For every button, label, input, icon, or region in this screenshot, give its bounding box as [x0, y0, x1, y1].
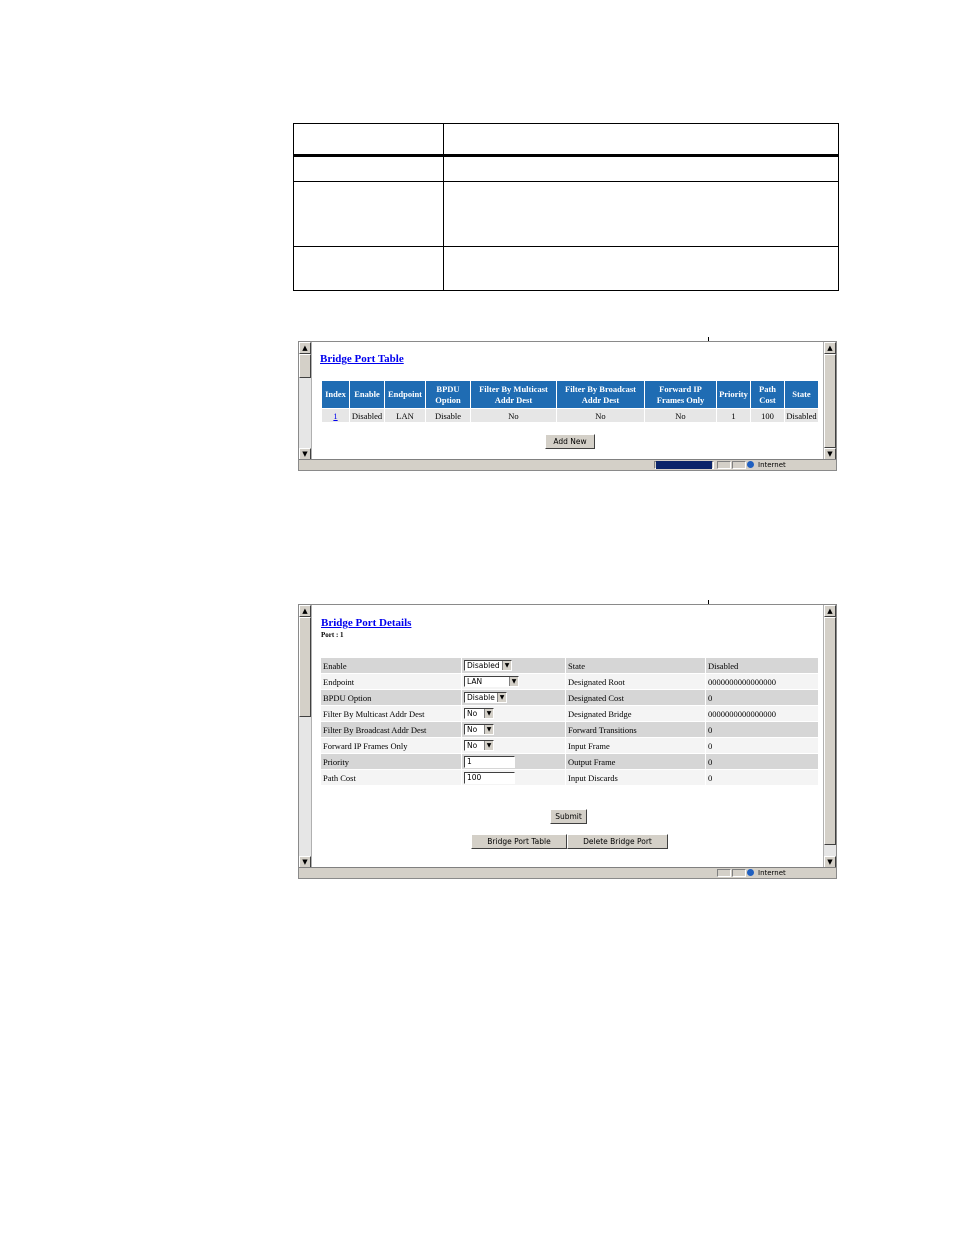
broadcast-filter-select[interactable]: [464, 724, 494, 735]
row-rule: [294, 181, 838, 182]
zone-label: Internet: [758, 461, 786, 469]
multicast-filter-select[interactable]: [464, 708, 494, 719]
details-row: [321, 658, 819, 674]
field-label: Input Discards: [566, 770, 706, 786]
table-cell: No: [471, 409, 557, 423]
column-header: Priority: [717, 381, 751, 409]
column-header: Path Cost: [751, 381, 785, 409]
table-row: [322, 409, 819, 423]
bridge-port-table-window: [298, 341, 837, 471]
scroll-down-icon[interactable]: ▼: [299, 856, 311, 868]
scroll-up-icon[interactable]: ▲: [299, 342, 311, 354]
delete-bridge-port-button[interactable]: Delete Bridge Port: [567, 834, 668, 849]
column-header: Index: [322, 381, 350, 409]
chevron-down-icon[interactable]: ▼: [484, 709, 493, 718]
index-link[interactable]: 1: [333, 410, 338, 421]
field-label: Enable: [321, 658, 462, 674]
right-scrollbar[interactable]: [823, 342, 836, 460]
enable-select[interactable]: [464, 660, 512, 671]
select-value: No: [467, 725, 478, 735]
scroll-up-icon[interactable]: ▲: [299, 605, 311, 617]
field-value: 0000000000000000: [706, 706, 819, 722]
field-value: 0000000000000000: [706, 674, 819, 690]
chevron-down-icon[interactable]: ▼: [502, 661, 511, 670]
field-label: Input Frame: [566, 738, 706, 754]
field-label: Path Cost: [321, 770, 462, 786]
scroll-down-icon[interactable]: ▼: [299, 448, 311, 460]
field-control-cell: [462, 738, 566, 754]
select-value: No: [467, 741, 478, 751]
field-control-cell: [462, 690, 566, 706]
field-label: Designated Bridge: [566, 706, 706, 722]
column-header: Forward IP Frames Only: [645, 381, 717, 409]
globe-icon: [747, 869, 754, 876]
field-value: 0: [706, 690, 819, 706]
field-value: 0: [706, 754, 819, 770]
select-value: Disabled: [467, 661, 500, 671]
row-rule: [294, 246, 838, 247]
chevron-down-icon[interactable]: ▼: [484, 725, 493, 734]
bridge-port-table-button[interactable]: Bridge Port Table: [471, 834, 567, 849]
field-label: State: [566, 658, 706, 674]
field-label: Filter By Multicast Addr Dest: [321, 706, 462, 722]
progress-bar: [656, 461, 712, 469]
scroll-thumb[interactable]: [299, 354, 311, 378]
index-cell: [322, 409, 350, 423]
endpoint-select[interactable]: [464, 676, 519, 687]
field-control-cell: [462, 722, 566, 738]
details-row: [321, 738, 819, 754]
globe-icon: [747, 461, 754, 468]
field-label: Forward Transitions: [566, 722, 706, 738]
scroll-down-icon[interactable]: ▼: [824, 856, 836, 868]
zone-indicator: [747, 868, 786, 878]
scroll-thumb[interactable]: [824, 617, 836, 845]
field-value: 0: [706, 770, 819, 786]
select-value: Disable: [467, 693, 495, 703]
select-value: No: [467, 709, 478, 719]
scroll-thumb[interactable]: [299, 617, 311, 717]
field-control-cell: [462, 674, 566, 690]
field-value: 0: [706, 738, 819, 754]
field-label: Priority: [321, 754, 462, 770]
field-label: Designated Root: [566, 674, 706, 690]
path-cost-input[interactable]: [464, 772, 515, 784]
field-label: BPDU Option: [321, 690, 462, 706]
forward-ip-select[interactable]: [464, 740, 494, 751]
port-details-table: [320, 657, 819, 786]
status-cell: [732, 869, 746, 877]
status-cell: [732, 461, 746, 469]
page-title-link[interactable]: Bridge Port Table: [320, 353, 404, 365]
details-row: [321, 722, 819, 738]
details-row: [321, 770, 819, 786]
status-bar: [299, 459, 836, 470]
status-bar: [299, 867, 836, 878]
table-cell: LAN: [385, 409, 426, 423]
document-table: [293, 123, 839, 291]
bridge-port-details-window: [298, 604, 837, 879]
details-row: [321, 674, 819, 690]
port-label: Port : 1: [321, 631, 344, 639]
zone-label: Internet: [758, 869, 786, 877]
column-header: Filter By Multicast Addr Dest: [471, 381, 557, 409]
scroll-down-icon[interactable]: ▼: [824, 448, 836, 460]
page-title-link[interactable]: Bridge Port Details: [321, 617, 412, 629]
header-rule: [294, 154, 838, 157]
table-cell: No: [645, 409, 717, 423]
field-control-cell: [462, 754, 566, 770]
field-control-cell: [462, 706, 566, 722]
field-control-cell: [462, 770, 566, 786]
field-label: Designated Cost: [566, 690, 706, 706]
table-divider: [443, 124, 444, 290]
table-header-row: [322, 381, 819, 409]
field-label: Output Frame: [566, 754, 706, 770]
details-row: [321, 754, 819, 770]
field-label: Filter By Broadcast Addr Dest: [321, 722, 462, 738]
scroll-up-icon[interactable]: ▲: [824, 342, 836, 354]
table-cell: 1: [717, 409, 751, 423]
scroll-thumb[interactable]: [824, 354, 836, 448]
bpdu-option-select[interactable]: [464, 692, 507, 703]
column-header: Enable: [350, 381, 385, 409]
field-label: Endpoint: [321, 674, 462, 690]
column-header: BPDU Option: [426, 381, 471, 409]
column-header: Filter By Broadcast Addr Dest: [557, 381, 645, 409]
field-label: Forward IP Frames Only: [321, 738, 462, 754]
table-cell: Disabled: [786, 410, 817, 421]
status-cell: [717, 869, 731, 877]
status-cell: [717, 461, 731, 469]
field-value: Disabled: [706, 658, 819, 674]
table-cell: Disabled: [350, 409, 385, 423]
field-value: 0: [706, 722, 819, 738]
chevron-down-icon[interactable]: ▼: [497, 693, 506, 702]
details-row: [321, 706, 819, 722]
add-new-button[interactable]: Add New: [545, 434, 595, 449]
details-row: [321, 690, 819, 706]
table-cell: No: [557, 409, 645, 423]
select-value: LAN: [467, 677, 483, 687]
scroll-up-icon[interactable]: ▲: [824, 605, 836, 617]
left-scrollbar[interactable]: [299, 342, 312, 460]
right-scrollbar[interactable]: [823, 605, 836, 868]
bridge-port-table: [321, 380, 819, 423]
column-header: State: [785, 381, 819, 409]
column-header: Endpoint: [385, 381, 426, 409]
zone-indicator: [747, 460, 786, 470]
left-scrollbar[interactable]: [299, 605, 312, 868]
table-cell: 100: [751, 409, 785, 423]
submit-button[interactable]: Submit: [550, 809, 587, 824]
chevron-down-icon[interactable]: ▼: [484, 741, 493, 750]
chevron-down-icon[interactable]: ▼: [509, 677, 518, 686]
table-cell: Disable: [426, 409, 471, 423]
field-control-cell: [462, 658, 566, 674]
priority-input[interactable]: [464, 756, 515, 768]
